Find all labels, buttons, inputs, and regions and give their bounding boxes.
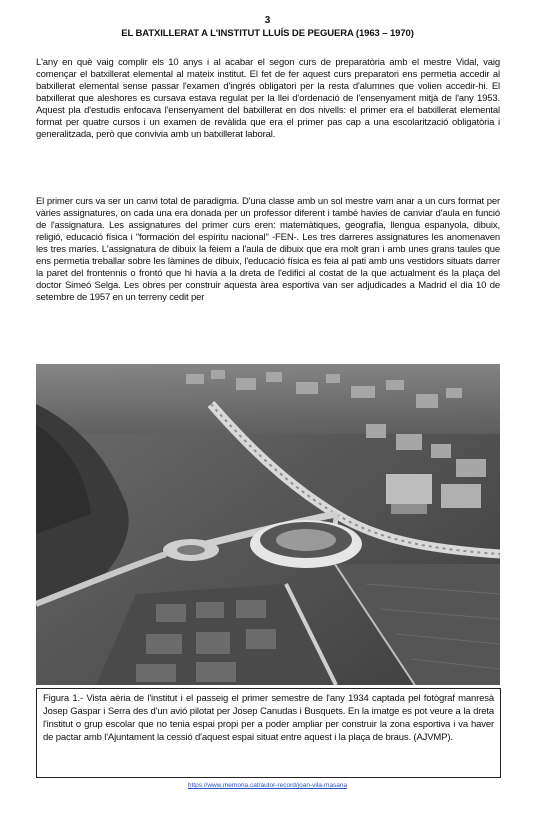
- source-link[interactable]: https://www.memoria.cat/autor-record/joan-vila-masana: [187, 782, 348, 789]
- page-number: 3: [264, 15, 271, 26]
- figure-caption: Figura 1.- Vista aèria de l'institut i el passeig el primer semestre de l'any 1934 captada pel fotògraf manresà Josep Gaspar i Serra des d'un avió pilotat per Josep Canudas i Busquets. En la imatge es pot veure a la dreta l'institut o grup escolar que no tenia espai propi per a poder ampliar per construir la zona esportiva i va haver de pactar amb l'Ajuntament la cessió d'aquest espai situat entre aquest i la plaça de braus. (AJVMP).: [43, 693, 494, 743]
- chapter-title: EL BATXILLERAT A L'INSTITUT LLUÍS DE PEGUERA (1963 – 1970): [121, 28, 414, 39]
- aerial-photograph: [36, 364, 500, 685]
- paragraph-2: El primer curs va ser un canvi total de paradigma. D'una classe amb un sol mestre vam anar a un curs format per vàries assignatures, on cada una era donada per un professor diferent i també havies de canviar d'aula en funció de l'assignatura. Les assignatures del primer curs eren: matemàtiques, geografia, llengua espanyola, dibuix, religió, educació física i "formación del espíritu nacional" -FEN-. Les tres darreres assignatures les anomenaven les tres maries. L'assignatura de dibuix la fèiem a l'aula de dibuix que era molt gran i amb unes grans taules que ens permetia treballar sobre les làmines de dibuix, l'educació física es feia al pati amb uns vestidors situats darrer la paret del frontennis o frontó que hi havia a la dreta de l'edifici al costat de la que actualment és la plaça del doctor Simeó Selga. Les obres per construir aquesta àrea esportiva van ser adjudicades a Madrid el dia 10 de setembre de 1957 en un terreny cedit per: [36, 196, 500, 303]
- figure-caption-box: [36, 688, 501, 778]
- paragraph-1: L'any en què vaig complir els 10 anys i al acabar el segon curs de preparatòria amb el mestre Vidal, vaig començar el batxillerat elemental al mateix institut. El fet de fer aquest curs preparatori ens permetia accedir al batxillerat elemental sense passar l'examen d'ingrés obligatori per la resta d'alumnes que volien accedir-hi. El batxillerat que aleshores es cursava estava regulat per la llei d'ordenació de l'ensenyament mitjà de l'any 1953. Aquest pla d'estudis enfocava l'ensenyament del batxillerat en dos nivells: el primer era el batxillerat elemental format per quatre cursos i un examen de revàlida que era el primer pas cap a una escolarització obligatòria i generalitzada, però que convivia amb un batxillerat laboral.: [36, 57, 500, 140]
